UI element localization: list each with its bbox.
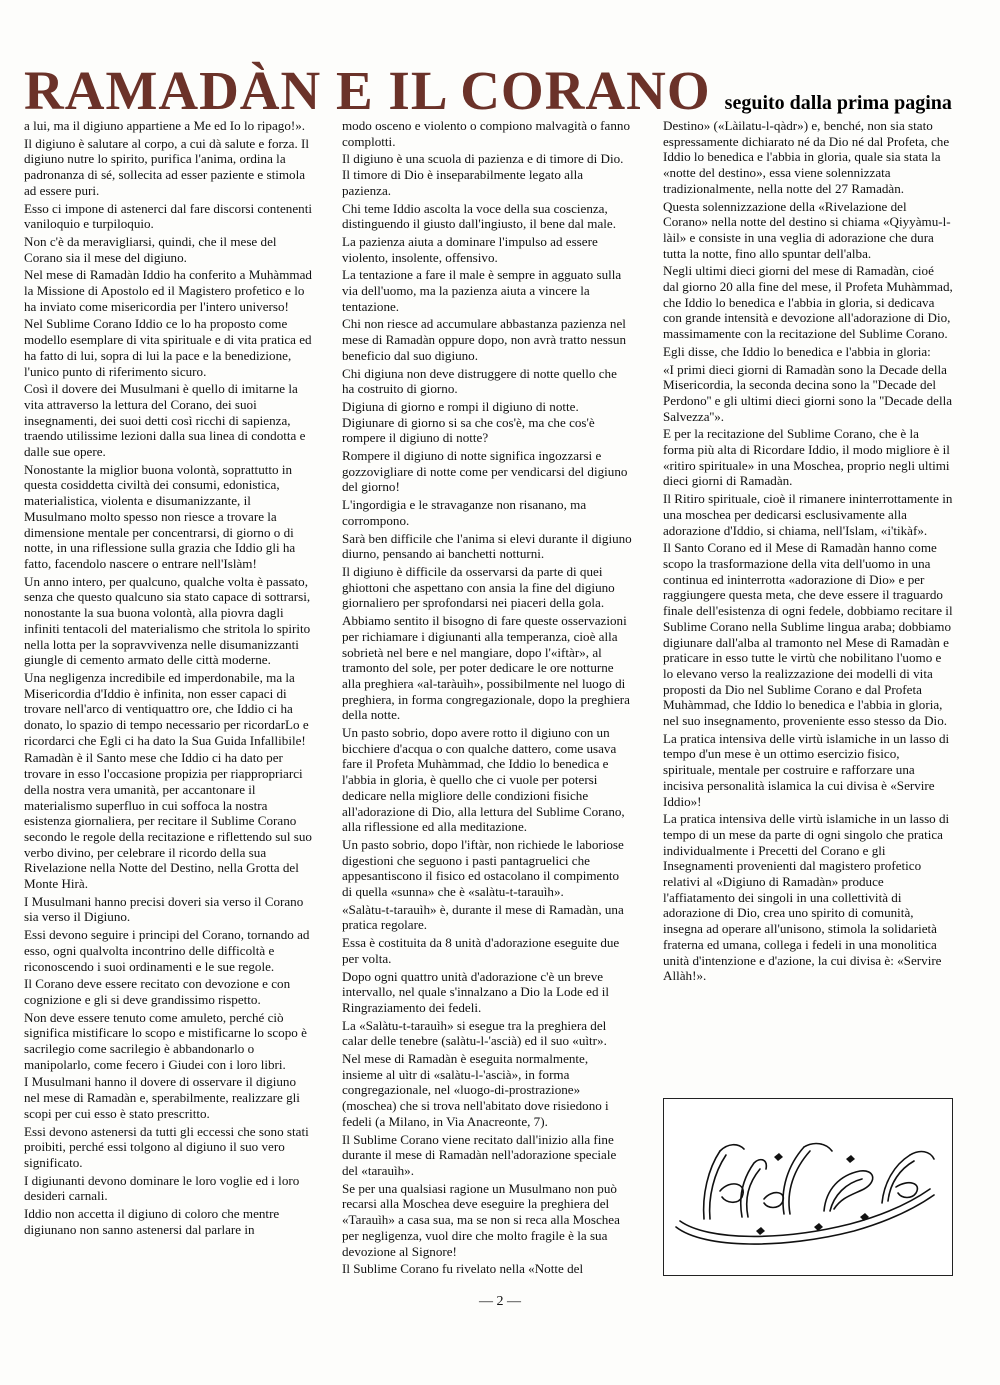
article-paragraph: Nel mese di Ramadàn Iddio ha conferito a Muhàmmad la Missione di Apostolo ed il Magistero profetico e lo ha inviato come misericordia per l'intero universo! xyxy=(24,267,312,314)
article-paragraph: Il digiuno è una scuola di pazienza e di timore di Dio. Il timore di Dio è inseparabilmente legato alla pazienza. xyxy=(342,151,624,198)
article-paragraph: Questa solennizzazione della «Rivelazione del Corano» nella notte del destino si chiama «Qiyyàmu-l-làil» e consiste in una veglia di adorazione che dura tutta la notte, fino allo spuntar dell'alba. xyxy=(663,198,951,261)
calligraphy-ornament-box xyxy=(663,1098,953,1276)
article-paragraph: Una negligenza incredibile ed imperdonabile, ma la Misericordia d'Iddio è infinita, non esser capaci di trovare nell'arco di ventiquattro ore, che Iddio ci ha donato, lo spazio di tempo necessario per ricordarLo e ricordarci che Egli ci ha dato la Sua Guida Infallibile! xyxy=(24,669,309,748)
article-paragraph: Essi devono seguire i principi del Corano, tornando ad esso, ogni qualvolta incontrino delle difficoltà e riconoscendo i suoi ordinamenti e le sue regole. xyxy=(24,927,310,974)
article-paragraph: Il Ritiro spirituale, cioè il rimanere ininterrottamente in una moschea per dedicarsi esclusivamente alla adorazione d'Iddio, si chiama, nell'Islam, «i'tikàf». xyxy=(663,491,953,538)
article-paragraph: Essi devono astenersi da tutti gli eccessi che sono stati proibiti, perché essi tolgono al digiuno il suo vero significato. xyxy=(24,1123,309,1170)
article-paragraph: La tentazione a fare il male è sempre in agguato sulla via dell'uomo, ma la pazienza aiuta a vincere la tentazione. xyxy=(342,267,622,314)
article-paragraph: Digiuna di giorno e rompi il digiuno di notte. Digiunare di giorno si sa che cos'è, ma che cos'è rompere il digiuno di notte? xyxy=(342,398,595,446)
article-paragraph: La pratica intensiva delle virtù islamiche in un lasso di tempo di un mese da parte di ogni singolo che pratica individualmente i Precetti del Corano e gli Insegnamenti provenienti dal magistero profetico relativi al «Digiuno di Ramadàn» produce l'affiatamento dei singoli in una collettività di adorazione di Dio, crea uno spirito di comunità, insegna ad operare all'unisono, stimola la solidarietà fraterna ed umana, collega i fedeli in una monolitica unità d'intenzione e d'azione, la cui divisa è: «Servire Allàh!». xyxy=(663,811,950,984)
article-paragraph: modo osceno e violento o compiono malvagità o fanno complotti. xyxy=(342,118,630,149)
article-paragraph: Chi non riesce ad accumulare abbastanza pazienza nel mese di Ramadàn oppure dopo, non avrà tratto nessun beneficio dal suo digiuno. xyxy=(342,316,626,363)
article-paragraph: Esso ci impone di astenerci dal fare discorsi contenenti vaniloquio e turpiloquio. xyxy=(24,200,312,232)
article-paragraph: I digiunanti devono dominare le loro voglie ed i loro desideri carnali. xyxy=(24,1172,300,1204)
article-paragraph: Iddio non accetta il digiuno di coloro che mentre digiunano non sanno astenersi dal parlare in xyxy=(24,1206,280,1237)
article-paragraph: Essa è costituita da 8 unità d'adorazione eseguite due per volta. xyxy=(342,935,620,966)
article-paragraph: I Musulmani hanno il dovere di osservare il digiuno nel mese di Ramadàn e, sperabilmente, realizzare gli scopi per cui esso è stato prescritto. xyxy=(24,1074,300,1121)
article-paragraph: Non deve essere tenuto come amuleto, perché ciò significa mistificare lo scopo e mistificarne lo scopo è sacrilegio come sacrilegio è abbandonarlo o manipolarlo, come fecero i Giudei con i loro libri. xyxy=(24,1009,307,1072)
article-paragraph: «I primi dieci giorni di Ramadàn sono la Decade della Misericordia, la seconda decina sono la ''Decade del Perdono'' e gli ultimi dieci giorni sono la ''Decade della Salvezza''». xyxy=(663,361,953,424)
article-paragraph: I Musulmani hanno precisi doveri sia verso il Corano sia verso il Digiuno. xyxy=(24,893,304,925)
article-paragraph: Nel mese di Ramadàn è eseguita normalmente, insieme al uìtr di «salàtu-l-'ascià», in forma congregazionale, nel «luogo-di-prostrazione» (moschea) che si trova nell'abitato dove risiedono i fedeli (a Milano, in Via Anacreonte, 7). xyxy=(342,1051,609,1129)
article-paragraph: Un pasto sobrio, dopo avere rotto il digiuno con un bicchiere d'acqua o con qualche dattero, come usava fare il Profeta Muhàmmad, che Iddio lo benedica e l'abbia in gloria, è quello che ci vuole per potersi dedicare nella migliore delle condizioni fisiche all'adorazione di Dio, alla lettura del Sublime Corano, alla riflessione ed alla meditazione. xyxy=(342,725,625,835)
article-paragraph: E per la recitazione del Sublime Corano, che è la forma più alta di Ricordare Iddio, il modo migliore è il «ritiro spirituale» in una Moschea, proprio negli ultimi dieci giorni di Ramadàn. xyxy=(663,426,950,489)
article-paragraph: Un pasto sobrio, dopo l'iftàr, non richiede le laboriose digestioni che seguono i pasti pantagruelici che appesantiscono il fisico ed ostacolano il compimento di quella «sunna» che è «salàtu-t-tarauìh». xyxy=(342,836,624,900)
article-paragraph: Abbiamo sentito il bisogno di fare queste osservazioni per richiamare i digiunanti alla temperanza, cioè alla sobrietà nel bere e nel mangiare, dopo l'«iftàr», al tramonto del sole, per poter dedicare le ore notturne alla preghiera «al-taràuìh», possibilmente nel luogo di preghiera, in forma congregazionale, dopo la preghiera della notte. xyxy=(342,613,630,723)
article-paragraph: Se per una qualsiasi ragione un Musulmano non può recarsi alla Moschea deve eseguire la preghiera del «Tarauìh» a casa sua, ma se non si reca alla Moschea per negligenza, vuol dire che molto fragile è la sua devozione al Signore! xyxy=(342,1180,620,1259)
masthead xyxy=(24,62,954,120)
article-paragraph: a lui, ma il digiuno appartiene a Me ed Io lo ripago!». xyxy=(24,118,306,133)
article-paragraph: Nel Sublime Corano Iddio ce lo ha proposto come modello esemplare di vita spirituale e di vita pratica ed ha fatto di lui, sopra di lui la pace e la benedizione, l'unico punto di riferimento sicuro. xyxy=(24,316,312,379)
article-paragraph: Così il dovere dei Musulmani è quello di imitarne la vita attraverso la lettura del Corano, dei suoi insegnamenti, dei suoi detti così ricchi di sapienza, traendo utilissime lezioni dalla sua linea di condotta e dalle sue opere. xyxy=(24,381,306,460)
page-title: RAMADÀN E IL CORANO xyxy=(24,60,711,121)
article-paragraph: La «Salàtu-t-tarauìh» si esegue tra la preghiera del calar delle tenebre (salàtu-l-'ascià) ed il suo «uìtr». xyxy=(342,1017,607,1049)
article-paragraph: Sarà ben difficile che l'anima si elevi durante il digiuno diurno, pensando ai banchetti notturni. xyxy=(342,530,632,562)
article-paragraph: Il Sublime Corano fu rivelato nella «Notte del xyxy=(342,1261,584,1277)
article-paragraph: L'ingordigia e le stravaganze non risanano, ma corrompono. xyxy=(342,497,587,528)
article-paragraph: Chi digiuna non deve distruggere di notte quello che ha costruito di giorno. xyxy=(342,365,617,397)
arabic-calligraphy-icon xyxy=(664,1099,951,1274)
article-paragraph: La pazienza aiuta a dominare l'impulso ad essere violento, insolente, offensivo. xyxy=(342,233,598,265)
article-paragraph: La pratica intensiva delle virtù islamiche in un lasso di tempo d'un mese è un ottimo esercizio fisico, spirituale, mentale per costruire e rafforzare una incisiva personalità islamica la cui divisa è «Servire Iddio»! xyxy=(663,730,950,809)
page-number: — 2 — xyxy=(479,1294,521,1309)
article-column-2 xyxy=(342,118,632,1293)
article-paragraph: Il digiuno è difficile da osservarsi da parte di quei ghiottoni che aspettano con ansia la fine del digiuno giornaliero per sprofondarsi nei piaceri della gola. xyxy=(342,563,615,611)
article-paragraph: Il digiuno è salutare al corpo, a cui dà salute e forza. Il digiuno nutre lo spirito, purifica l'anima, ordina la padronanza di sé, sollecita ad esser paziente e stimola ad essere puri. xyxy=(24,135,310,198)
article-paragraph: Il Corano deve essere recitato con devozione e con cognizione e gli si deve grandissimo rispetto. xyxy=(24,976,291,1007)
article-paragraph: Dopo ogni quattro unità d'adorazione c'è un breve intervallo, nel quale s'innalzano a Dio la Lode ed il Ringraziamento dei fedeli. xyxy=(342,968,610,1015)
article-paragraph: Il Santo Corano ed il Mese di Ramadàn hanno come scopo la trasformazione della vita dell'uomo in una continua ed ininterrotta «adorazione di Dio» e per raggiungere questa meta, che deve essere il traguardo finale dell'esistenza di ogni fedele, dobbiamo recitare il Sublime Corano nella Sublime lingua araba; dobbiamo digiunare dall'alba al tramonto nel Mese di Ramadàn e praticare in esso tutte le virtù che nobilitano l'uomo e lo elevano verso la realizzazione dei modelli di vita proposti da Dio nel Sublime Corano e dal Profeta Muhàmmad, che Iddio lo benedica e l'abbia in gloria, nel suo insegnamento, proveniente esso stesso da Dio. xyxy=(663,540,953,729)
article-paragraph: Destino» («Làilatu-l-qàdr») e, benché, non sia stato espressamente dichiarato né da Dio né dal Profeta, che Iddio lo benedica e l'abbia in gloria, quale sia stata la «notte del destino», essa viene solennizzata tradizionalmente, nella notte del 27 Ramadàn. xyxy=(663,118,950,196)
article-paragraph: Non c'è da meravigliarsi, quindi, che il mese del Corano sia il mese del digiuno. xyxy=(24,233,277,265)
article-paragraph: Ramadàn è il Santo mese che Iddio ci ha dato per trovare in esso l'occasione propizia per riappropriarci della nostra vera umanità, per accantonare il materialismo superfluo in cui soffoca la nostra esistenza giornaliera, per recitare il Sublime Corano secondo le regole della recitazione e riflettendo sul suo verbo divino, per celebrare il ricordo della sua Rivelazione nella Notte del Destino, nella Grotta del Monte Hirà. xyxy=(24,750,312,892)
article-paragraph: Il Sublime Corano viene recitato dall'inizio alla fine durante il mese di Ramadàn nell'adorazione speciale del «tarauìh». xyxy=(342,1131,617,1178)
article-column-1 xyxy=(24,118,314,1293)
article-paragraph: Egli disse, che Iddio lo benedica e l'abbia in gloria: xyxy=(663,343,931,359)
article-paragraph: Nonostante la miglior buona volontà, soprattutto in questa cosiddetta civiltà dei consumi, edonistica, materialistica, violenta e disumanizzante, il Musulmano molto spesso non riesce a trovare la dimensione mentale per concentrarsi, di giorno o di notte, in una riflessione sulla grazia che Iddio gli ha fatto, facendolo nascere o entrare nell'Islàm! xyxy=(24,461,296,571)
article-paragraph: Chi teme Iddio ascolta la voce della sua coscienza, distinguendo il giusto dall'ingiusto, il bene dal male. xyxy=(342,200,617,232)
article-paragraph: Un anno intero, per qualcuno, qualche volta è passato, senza che questo qualcuno sia stato capace di sottrarsi, nonostante la sua buona volontà, alla piovra dagli infiniti tentacoli del materialismo che stritola lo spirito nella lotta per la sopravvivenza nelle disumanizzanti giungle di cemento armato delle città moderne. xyxy=(24,573,311,668)
article-paragraph: Negli ultimi dieci giorni del mese di Ramadàn, cioé dal giorno 20 alla fine del mese, il Profeta Muhàmmad, che Iddio lo benedica e l'abbia in gloria, si dedicava con grande intensità e devozione all'adorazione di Dio, massimamente con la recitazione del Sublime Corano. xyxy=(663,263,953,342)
page-subtitle: seguito dalla prima pagina xyxy=(724,92,952,114)
article-paragraph: Rompere il digiuno di notte significa ingozzarsi e gozzovigliare di notte come per vendicarsi del digiuno del giorno! xyxy=(342,448,628,495)
article-paragraph: «Salàtu-t-tarauìh» è, durante il mese di Ramadàn, una pratica regolare. xyxy=(342,901,624,933)
